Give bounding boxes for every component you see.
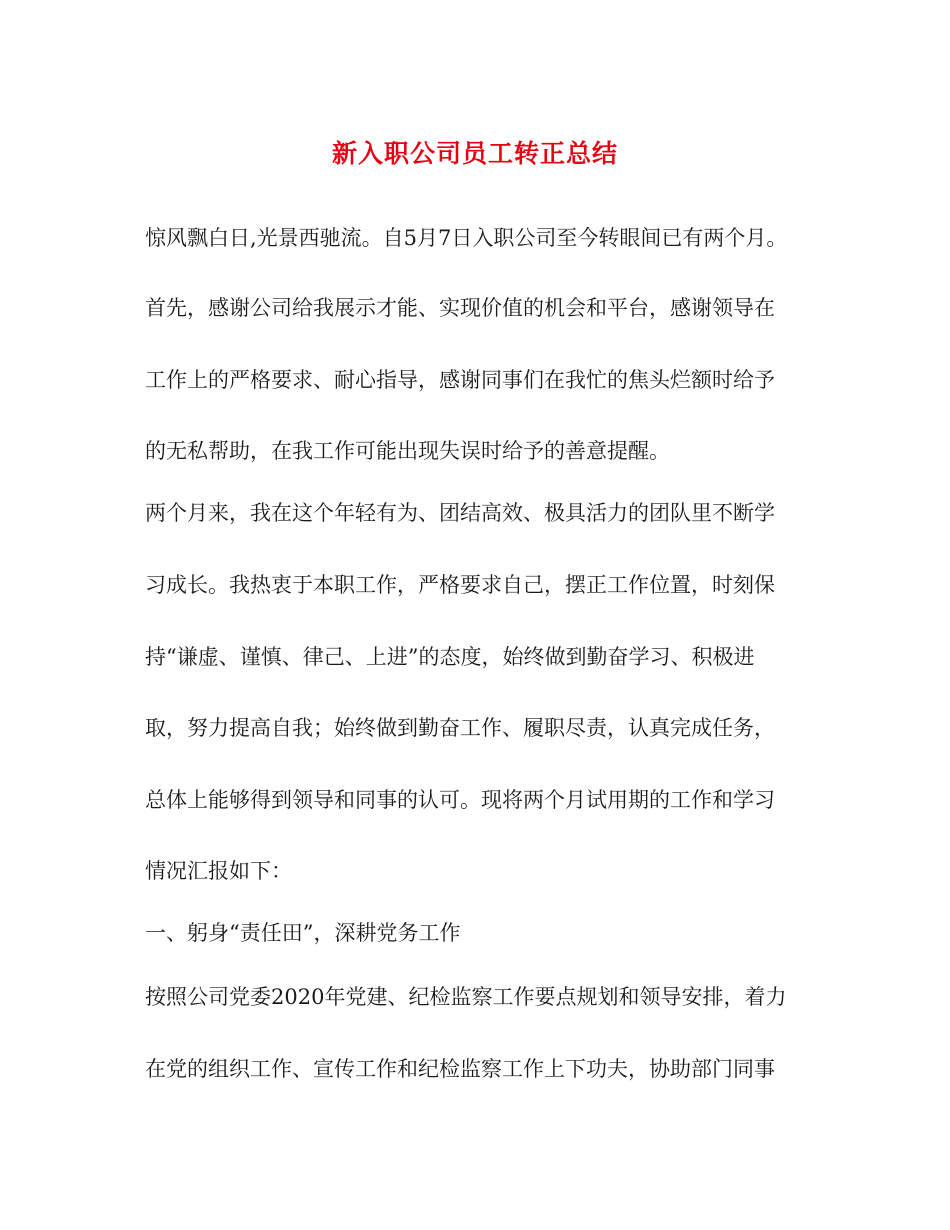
paragraph-line: 的无私帮助，在我工作可能出现失误时给予的善意提醒。 [145,439,670,463]
paragraph-line: 取，努力提高自我；始终做到勤奋工作、履职尽责，认真完成任务， [145,716,775,740]
document-title: 新入职公司员工转正总结 [331,139,618,168]
paragraph-line: 持“谦虚、谨慎、律己、上进”的态度，始终做到勤奋学习、积极进 [145,645,755,669]
paragraph-line: 惊风飘白日,光景西驰流。自5月7日入职公司至今转眼间已有两个月。 [145,226,788,250]
section-heading: 一、躬身“责任田”，深耕党务工作 [145,921,461,945]
paragraph-line: 工作上的严格要求、耐心指导，感谢同事们在我忙的焦头烂额时给予 [145,368,775,392]
paragraph-line: 情况汇报如下： [145,859,292,883]
paragraph-line: 总体上能够得到领导和同事的认可。现将两个月试用期的工作和学习 [145,788,775,812]
paragraph-line: 首先，感谢公司给我展示才能、实现价值的机会和平台，感谢领导在 [145,296,775,320]
paragraph-line: 习成长。我热衷于本职工作，严格要求自己，摆正工作位置，时刻保 [145,573,775,597]
paragraph-line: 按照公司党委2020年党建、纪检监察工作要点规划和领导安排，着力 [145,985,787,1009]
paragraph-line: 两个月来，我在这个年轻有为、团结高效、极具活力的团队里不断学 [145,501,775,525]
paragraph-line: 在党的组织工作、宣传工作和纪检监察工作上下功夫，协助部门同事 [145,1057,775,1081]
